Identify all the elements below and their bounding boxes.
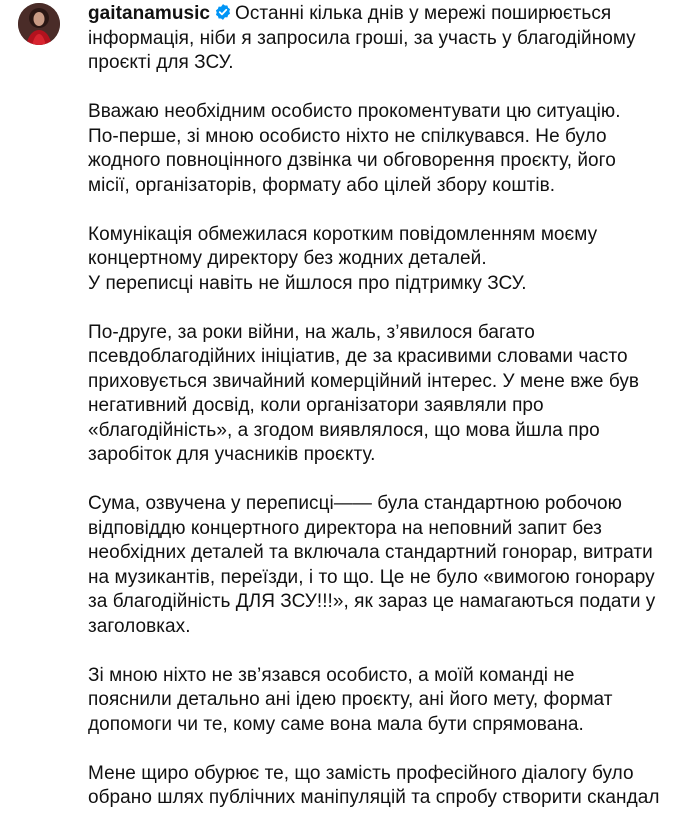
username-link[interactable]: gaitanamusic bbox=[88, 3, 211, 24]
caption-text-line: По-перше, зі мною особисто ніхто не спілкувався. Не було bbox=[88, 125, 607, 147]
caption-text-line: Вважаю необхідним особисто прокоментувати цю ситуацію. bbox=[88, 101, 621, 122]
post-caption bbox=[88, 2, 673, 811]
paragraph-gap bbox=[88, 296, 673, 321]
caption-text-line: приховується звичайний комерційний інтерес. У мене вже був bbox=[88, 370, 640, 392]
avatar[interactable] bbox=[18, 3, 60, 45]
paragraph-gap bbox=[88, 76, 673, 101]
caption-text-line: необхідних деталей та включала стандартний гонорар, витрати bbox=[88, 542, 653, 563]
avatar-photo bbox=[18, 3, 60, 45]
paragraph-gap bbox=[88, 639, 673, 664]
verified-badge-icon bbox=[214, 3, 232, 21]
caption-first-line bbox=[88, 2, 673, 27]
caption-text-line: концертному директору без жодних деталей. bbox=[88, 248, 487, 269]
caption-text-line: заголовках. bbox=[88, 615, 191, 637]
caption-text-line: заробіток для учасників проєкту. bbox=[88, 444, 376, 465]
caption-text-line: пояснили детально ані ідею проєкту, ані його мету, формат bbox=[88, 689, 613, 710]
caption-text-line: обрано шлях публічних маніпуляцій та спробу створити скандал bbox=[88, 787, 660, 808]
caption-text-line: По-друге, за роки війни, на жаль, з’явилося багато bbox=[88, 321, 535, 343]
paragraph-gap bbox=[88, 737, 673, 762]
caption-text-line: на музикантів, переїзди, і то що. Це не було «вимогою гонорару bbox=[88, 566, 655, 588]
caption-text-line: інформація, ніби я запросила гроші, за участь у благодійному bbox=[88, 27, 636, 49]
paragraph-gap bbox=[88, 468, 673, 493]
caption-text-line: негативний досвід, коли організатори заявляли про bbox=[88, 395, 544, 416]
caption-text-line: псевдоблагодійних ініціатив, де за красивими словами часто bbox=[88, 346, 628, 367]
caption-text-line: Мене щиро обурює те, що замість професійного діалогу було bbox=[88, 762, 634, 784]
caption-text-line: Сума, озвучена у переписці—— була стандартною робочою bbox=[88, 493, 622, 514]
caption-text-line: проєкті для ЗСУ. bbox=[88, 52, 234, 73]
caption-text-line: У переписці навіть не йшлося про підтримку ЗСУ. bbox=[88, 272, 527, 294]
caption-text-line: Зі мною ніхто не зв’язався особисто, а моїй команді не bbox=[88, 664, 575, 686]
caption-text-line: жодного повноцінного дзвінка чи обговорення проєкту, його bbox=[88, 150, 616, 171]
caption-text-line: допомоги чи те, кому саме вона мала бути спрямована. bbox=[88, 713, 584, 735]
caption-text-line: «благодійність», а згодом виявлялося, що мова йшла про bbox=[88, 419, 600, 441]
caption-text-line: місії, організаторів, формату або цілей збору коштів. bbox=[88, 174, 556, 196]
paragraph-gap bbox=[88, 198, 673, 223]
caption-text-line: Комунікація обмежилася коротким повідомленням моєму bbox=[88, 223, 598, 245]
caption-text-line: відповіддю концертного директора на неповний запит без bbox=[88, 517, 602, 539]
caption-text-line: Останні кілька днів у мережі поширюється bbox=[235, 3, 612, 24]
caption-text-line: за благодійність ДЛЯ ЗСУ!!!», як зараз це намагаються подати у bbox=[88, 591, 656, 612]
